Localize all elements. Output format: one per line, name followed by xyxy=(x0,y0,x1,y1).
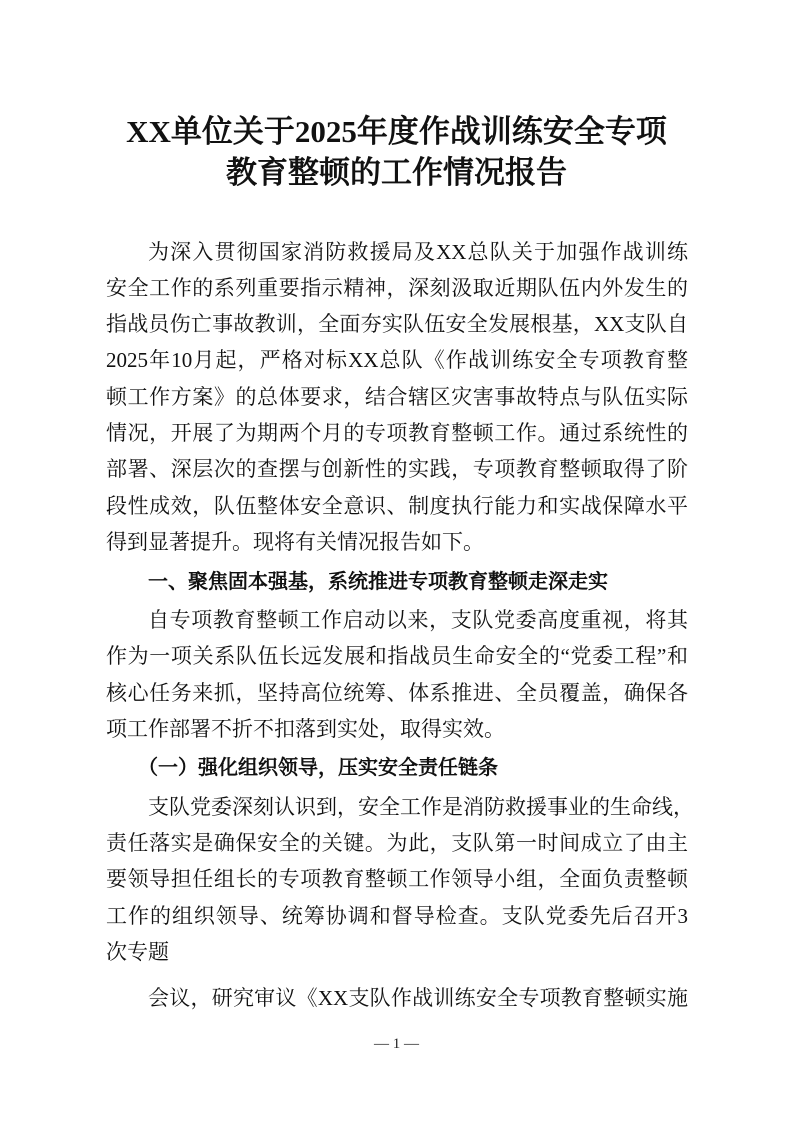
paragraph-line: 次专题 xyxy=(106,940,169,964)
paragraph-line: 要领导担任组长的专项教育整顿工作领导小组，全面负责整顿 xyxy=(106,867,688,891)
paragraph-line: 情况，开展了为期两个月的专项教育整顿工作。通过系统性的 xyxy=(106,421,688,445)
paragraph-line: 指战员伤亡事故教训，全面夯实队伍安全发展根基，XX支队自 xyxy=(106,312,688,336)
page-number: — 1 — xyxy=(374,1036,419,1052)
section-heading-1: 一、聚焦固本强基，系统推进专项教育整顿走深走实 xyxy=(148,569,608,593)
paragraph-line: 顿工作方案》的总体要求，结合辖区灾害事故特点与队伍实际 xyxy=(106,385,688,409)
document-title-line-2: 教育整顿的工作情况报告 xyxy=(226,155,567,190)
paragraph-line: 核心任务来抓，坚持高位统筹、体系推进、全员覆盖，确保各 xyxy=(106,681,688,705)
paragraph-line: 作为一项关系队伍长远发展和指战员生命安全的“党委工程”和 xyxy=(106,644,688,668)
paragraph-line: 部署、深层次的查摆与创新性的实践，专项教育整顿取得了阶 xyxy=(106,457,688,481)
paragraph-line: 得到显著提升。现将有关情况报告如下。 xyxy=(106,530,484,554)
document-title-line-1: XX单位关于2025年度作战训练安全专项 xyxy=(126,114,667,149)
paragraph-line: 2025年10月起，严格对标XX总队《作战训练安全专项教育整 xyxy=(106,348,688,372)
paragraph-line: 段性成效，队伍整体安全意识、制度执行能力和实战保障水平 xyxy=(106,494,688,518)
paragraph-line: 责任落实是确保安全的关键。为此，支队第一时间成立了由主 xyxy=(106,831,688,855)
section-heading-2: （一）强化组织领导，压实安全责任链条 xyxy=(138,757,498,779)
paragraph-line: 支队党委深刻认识到，安全工作是消防救援事业的生命线， xyxy=(148,795,694,819)
paragraph-line: 工作的组织领导、统筹协调和督导检查。支队党委先后召开3 xyxy=(106,904,688,928)
paragraph-line: 自专项教育整顿工作启动以来，支队党委高度重视，将其 xyxy=(148,608,688,632)
paragraph-line: 为深入贯彻国家消防救援局及XX总队关于加强作战训练 xyxy=(148,240,688,264)
paragraph-line: 会议，研究审议《XX支队作战训练安全专项教育整顿实施 xyxy=(148,986,688,1010)
paragraph-line: 项工作部署不折不扣落到实处，取得实效。 xyxy=(106,717,505,741)
paragraph-line: 安全工作的系列重要指示精神，深刻汲取近期队伍内外发生的 xyxy=(106,276,688,300)
